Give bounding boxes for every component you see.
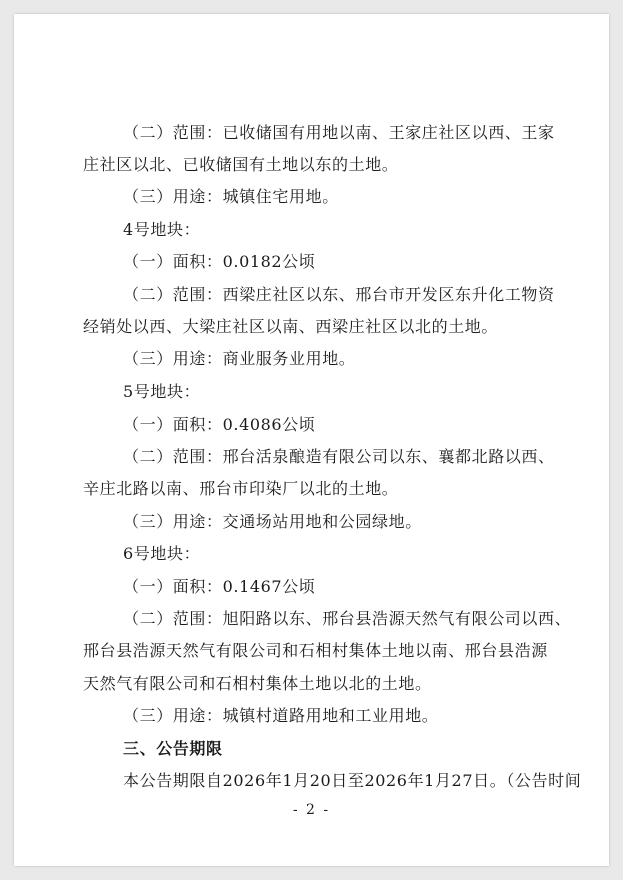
parcel-6-scope-3: 天然气有限公司和石相村集体土地以北的土地。: [83, 674, 432, 693]
parcel-5-use: （三）用途：交通场站用地和公园绿地。: [123, 512, 422, 531]
document-page: [14, 14, 609, 866]
parcel-6-scope-1: （二）范围：旭阳路以东、邢台县浩源天然气有限公司以西、: [123, 609, 572, 628]
section-heading-notice-period: 三、公告期限: [123, 739, 223, 758]
page-number: - 2 -: [292, 802, 331, 818]
parcel-4-scope-1: （二）范围：西梁庄社区以东、邢台市开发区东升化工物资: [123, 285, 555, 304]
parcel-6-scope-2: 邢台县浩源天然气有限公司和石相村集体土地以南、邢台县浩源: [83, 641, 548, 660]
parcel-5-area: （一）面积：0.4086公顷: [123, 415, 316, 434]
parcel-6-use: （三）用途：城镇村道路用地和工业用地。: [123, 706, 439, 725]
text-line-2: 庄社区以北、已收储国有土地以东的土地。: [83, 155, 399, 174]
parcel-5-heading: 5号地块：: [123, 382, 201, 401]
text-line-3: （三）用途：城镇住宅用地。: [123, 187, 339, 206]
notice-period-text: 本公告期限自2026年1月20日至2026年1月27日。（公告时间: [123, 771, 582, 790]
parcel-5-scope-2: 辛庄北路以南、邢台市印染厂以北的土地。: [83, 479, 399, 498]
parcel-4-area: （一）面积：0.0182公顷: [123, 252, 316, 271]
parcel-4-scope-2: 经销处以西、大梁庄社区以南、西梁庄社区以北的土地。: [83, 317, 499, 336]
text-line-1: （二）范围：已收储国有用地以南、王家庄社区以西、王家: [123, 123, 555, 142]
parcel-4-use: （三）用途：商业服务业用地。: [123, 349, 356, 368]
parcel-5-scope-1: （二）范围：邢台活泉酿造有限公司以东、襄都北路以西、: [123, 447, 555, 466]
parcel-6-area: （一）面积：0.1467公顷: [123, 577, 316, 596]
parcel-4-heading: 4号地块：: [123, 220, 201, 239]
parcel-6-heading: 6号地块：: [123, 544, 201, 563]
